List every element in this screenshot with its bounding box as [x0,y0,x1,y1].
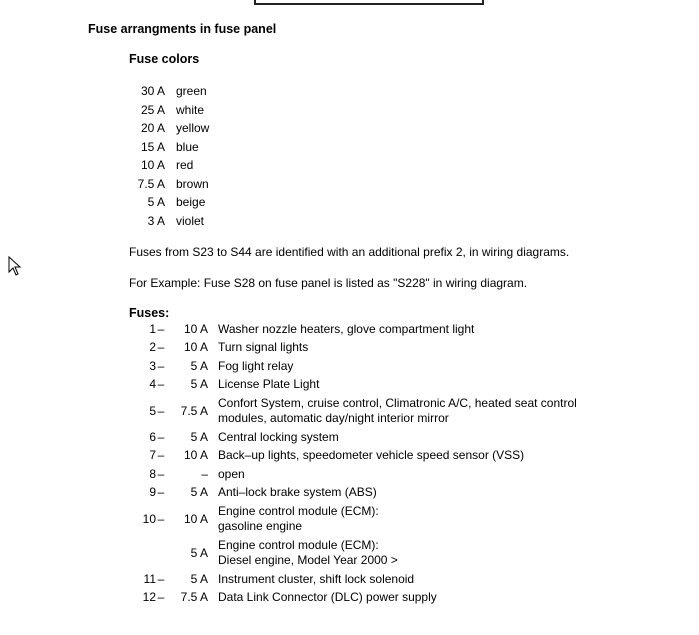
fuse-amperage: 10 A [183,321,208,336]
fuse-description-line: gasoline engine [218,519,303,533]
fuse-amperage: 7.5 A [180,590,208,605]
color-amp: 7.5 A [137,176,165,191]
fuse-description: License Plate Light [218,377,320,392]
fuse-amperage: 10 A [183,340,208,355]
fuse-number: 3 [149,358,156,373]
fuse-color-row [129,156,209,175]
fuse-row [129,376,689,395]
fuse-amperage: 5 A [190,545,208,560]
fuse-color-row [129,212,209,231]
fuse-description-line: Confort System, cruise control, Climatronic A/C, heated seat control [218,396,577,410]
color-amp: 30 A [140,84,165,98]
fuse-row [129,394,689,428]
fuse-description: Central locking system [218,429,339,444]
color-name: white [176,102,205,117]
fuse-number: 2 [149,340,156,355]
fuse-dash: – [157,448,165,463]
fuse-description-line: modules, automatic day/night interior mirror [218,411,449,425]
page-title: Fuse arrangments in fuse panel [88,22,277,36]
fuse-description: Turn signal lights [218,340,309,355]
fuse-description-line: Diesel engine, Model Year 2000 > [218,553,398,567]
fuse-dash: – [157,340,165,355]
fuse-dash: – [157,403,165,418]
fuse-dash: – [157,571,165,586]
example-note: For Example: Fuse S28 on fuse panel is listed as "S228" in wiring diagram. [129,276,528,290]
header-frame [254,0,484,5]
fuse-dash: – [157,466,165,481]
fuse-number: 5 [149,403,156,418]
color-name: beige [176,195,206,209]
fuse-number: 8 [149,466,156,481]
fuse-number: 10 [142,511,156,526]
fuse-description [218,538,658,568]
color-name: blue [176,139,199,154]
fuse-description: Back–up lights, speedometer vehicle speed sensor (VSS) [218,448,525,463]
fuse-dash: – [157,511,165,526]
fuse-description: open [218,466,245,481]
fuse-colors-list [129,82,209,230]
color-name: yellow [176,121,210,135]
fuse-description: Anti–lock brake system (ABS) [218,485,377,500]
fuse-description-line: Engine control module (ECM): [218,504,379,518]
fuse-number: 7 [149,448,156,463]
color-amp: 5 A [147,195,165,209]
fuse-description [218,504,658,534]
color-amp: 20 A [140,121,165,135]
fuse-description-line: Engine control module (ECM): [218,538,379,552]
fuse-number: 12 [142,590,156,605]
fuse-row [129,447,689,466]
fuse-number: 9 [149,485,156,500]
fuse-amperage: 5 A [190,429,208,444]
fuse-color-row [129,193,209,212]
color-amp: 10 A [140,158,165,172]
fuse-row [129,589,689,608]
fuse-row [129,428,689,447]
fuse-row [129,320,689,339]
fuse-dash: – [157,485,165,500]
fuse-amperage: 10 A [183,448,208,463]
fuse-amperage: 10 A [183,511,208,526]
fuse-colors-heading: Fuse colors [129,52,200,66]
fuse-number: 6 [149,429,156,444]
fuse-row [129,339,689,358]
fuse-description [218,396,658,426]
fuse-dash: – [157,321,165,336]
fuses-list [129,320,689,607]
fuse-row [129,502,689,536]
fuse-dash: – [157,358,165,373]
fuse-amperage: – [201,466,208,481]
fuse-description: Washer nozzle heaters, glove compartment light [218,321,475,336]
fuse-dash: – [157,429,165,444]
fuse-color-row [129,119,209,138]
fuse-amperage: 5 A [190,358,208,373]
color-name: red [176,158,194,172]
fuse-amperage: 5 A [190,571,208,586]
mouse-pointer-icon [8,256,22,276]
fuse-color-row [129,101,209,120]
fuse-amperage: 5 A [190,485,208,500]
fuse-color-row [129,175,209,194]
fuse-description: Fog light relay [218,358,294,373]
fuse-description: Instrument cluster, shift lock solenoid [218,571,415,586]
color-amp: 3 A [147,213,165,228]
fuse-number: 11 [143,571,156,586]
color-amp: 25 A [140,102,165,117]
color-name: violet [176,213,205,228]
fuse-color-row [129,82,209,101]
fuse-description: Data Link Connector (DLC) power supply [218,590,437,605]
fuse-row [129,465,689,484]
fuse-color-row [129,138,209,157]
color-name: brown [176,176,209,191]
fuse-row [129,536,689,570]
fuse-dash: – [157,590,165,605]
prefix-note: Fuses from S23 to S44 are identified with an additional prefix 2, in wiring diagrams. [129,245,570,259]
color-amp: 15 A [140,139,165,154]
color-name: green [176,84,207,98]
fuse-row [129,570,689,589]
fuse-number: 1 [149,321,156,336]
fuse-number: 4 [149,377,156,392]
fuse-amperage: 7.5 A [180,403,208,418]
fuse-amperage: 5 A [190,377,208,392]
fuse-dash: – [157,377,165,392]
fuse-row [129,357,689,376]
fuses-heading: Fuses: [129,306,170,320]
fuse-row [129,484,689,503]
